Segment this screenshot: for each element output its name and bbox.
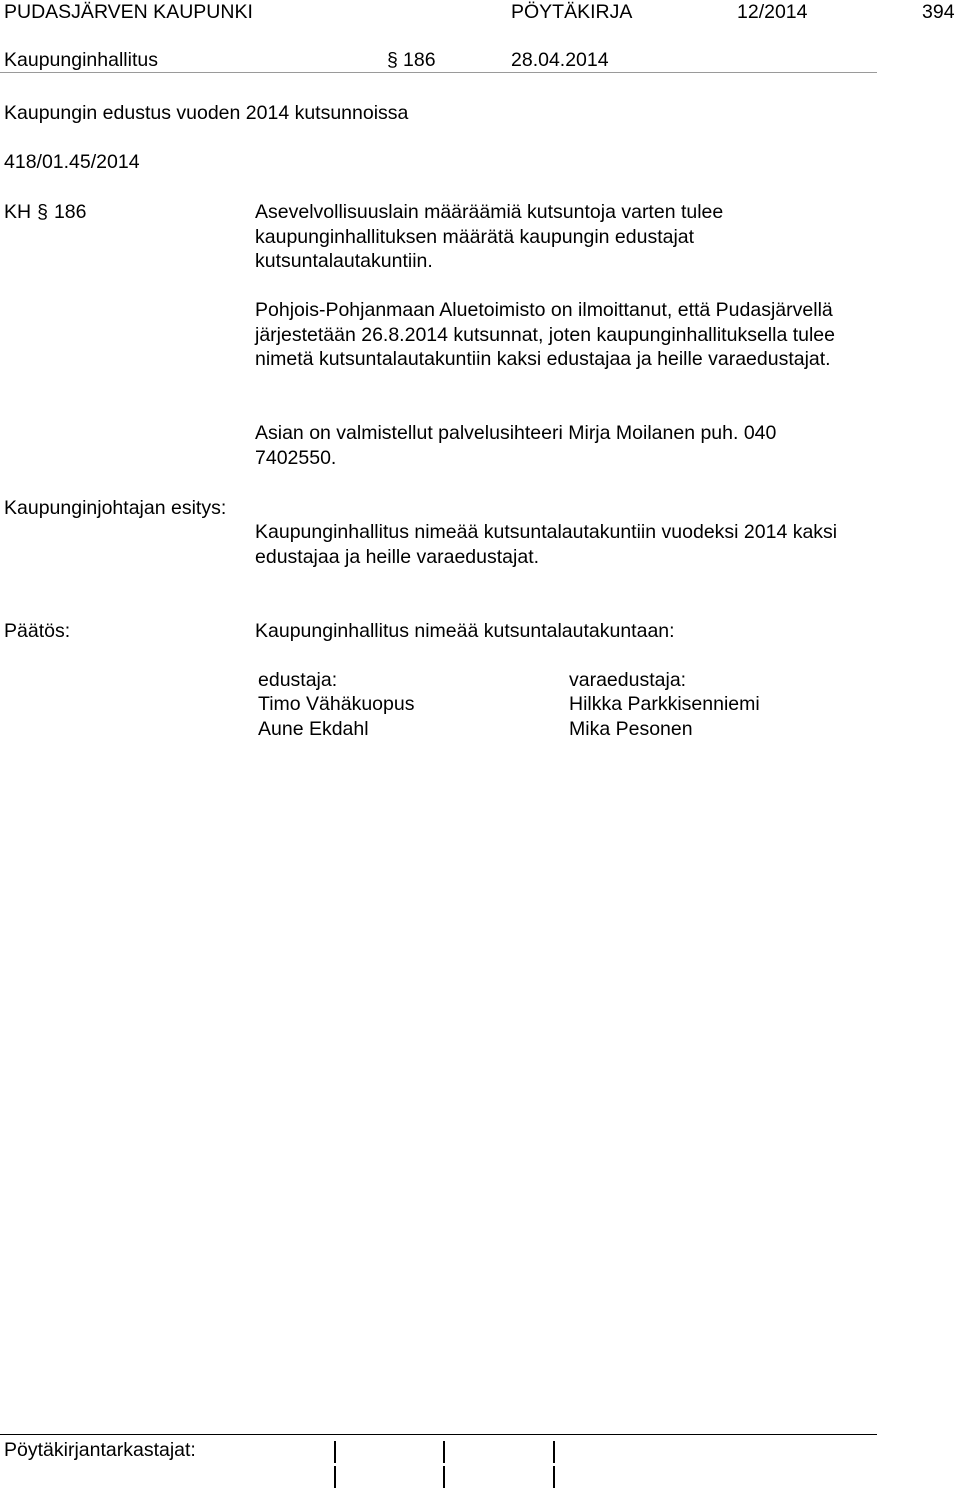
decision-text: Kaupunginhallitus nimeää kutsuntalautakuntaan: bbox=[255, 620, 675, 642]
kh-label: KH bbox=[4, 201, 32, 223]
paragraph-3: Asian on valmistellut palvelusihteeri Mirja Moilanen puh. 040 7402550. bbox=[255, 422, 777, 469]
signature-field-divider bbox=[334, 1441, 336, 1463]
representative-item: Timo Vähäkuopus bbox=[258, 693, 415, 715]
meeting-date: 28.04.2014 bbox=[511, 49, 609, 71]
footer-label: Pöytäkirjantarkastajat: bbox=[4, 1439, 196, 1461]
page-title: Kaupungin edustus vuoden 2014 kutsunnoissa bbox=[4, 102, 409, 124]
representatives-header: edustaja: bbox=[258, 669, 338, 691]
page-number: 394 bbox=[922, 1, 955, 23]
paragraph-2: Pohjois-Pohjanmaan Aluetoimisto on ilmoittanut, että Pudasjärvellä järjestetään 26.8.2014 kutsunnat, joten kaupunginhallituksella tulee nimetä kutsuntalautakuntiin kaksi edustajaa ja heille varaedustajat. bbox=[255, 299, 836, 370]
header-divider bbox=[0, 72, 877, 73]
section-sign-icon: § bbox=[387, 49, 398, 71]
paragraph-1: Asevelvollisuuslain määräämiä kutsuntoja varten tulee kaupunginhallituksen määrätä kaupungin edustajat kutsuntalautakuntiin. bbox=[255, 201, 724, 272]
signature-field-divider bbox=[443, 1466, 445, 1488]
signature-field-divider bbox=[553, 1441, 555, 1463]
kh-number: 186 bbox=[53, 201, 87, 223]
kh-section-label bbox=[4, 200, 87, 225]
issue-number: 12/2014 bbox=[737, 1, 808, 23]
reference-number: 418/01.45/2014 bbox=[4, 151, 140, 173]
deputies-header: varaedustaja: bbox=[569, 669, 687, 691]
deputy-item: Mika Pesonen bbox=[569, 718, 693, 740]
signature-field-divider bbox=[334, 1466, 336, 1488]
document-type: PÖYTÄKIRJA bbox=[511, 1, 633, 23]
org-name: PUDASJÄRVEN KAUPUNKI bbox=[4, 1, 253, 23]
section-sign-icon: § bbox=[37, 201, 48, 223]
proposal-label: Kaupunginjohtajan esitys: bbox=[4, 497, 227, 519]
footer-divider bbox=[0, 1434, 877, 1435]
proposal-text: Kaupunginhallitus nimeää kutsuntalautakuntiin vuodeksi 2014 kaksi edustajaa ja heille varaedustajat. bbox=[255, 521, 838, 568]
representative-item: Aune Ekdahl bbox=[258, 718, 369, 740]
decision-label: Päätös: bbox=[4, 620, 71, 642]
signature-field-divider bbox=[443, 1441, 445, 1463]
body-name: Kaupunginhallitus bbox=[4, 49, 158, 71]
section-number: 186 bbox=[403, 49, 436, 71]
signature-field-divider bbox=[553, 1466, 555, 1488]
deputy-item: Hilkka Parkkisenniemi bbox=[569, 693, 760, 715]
